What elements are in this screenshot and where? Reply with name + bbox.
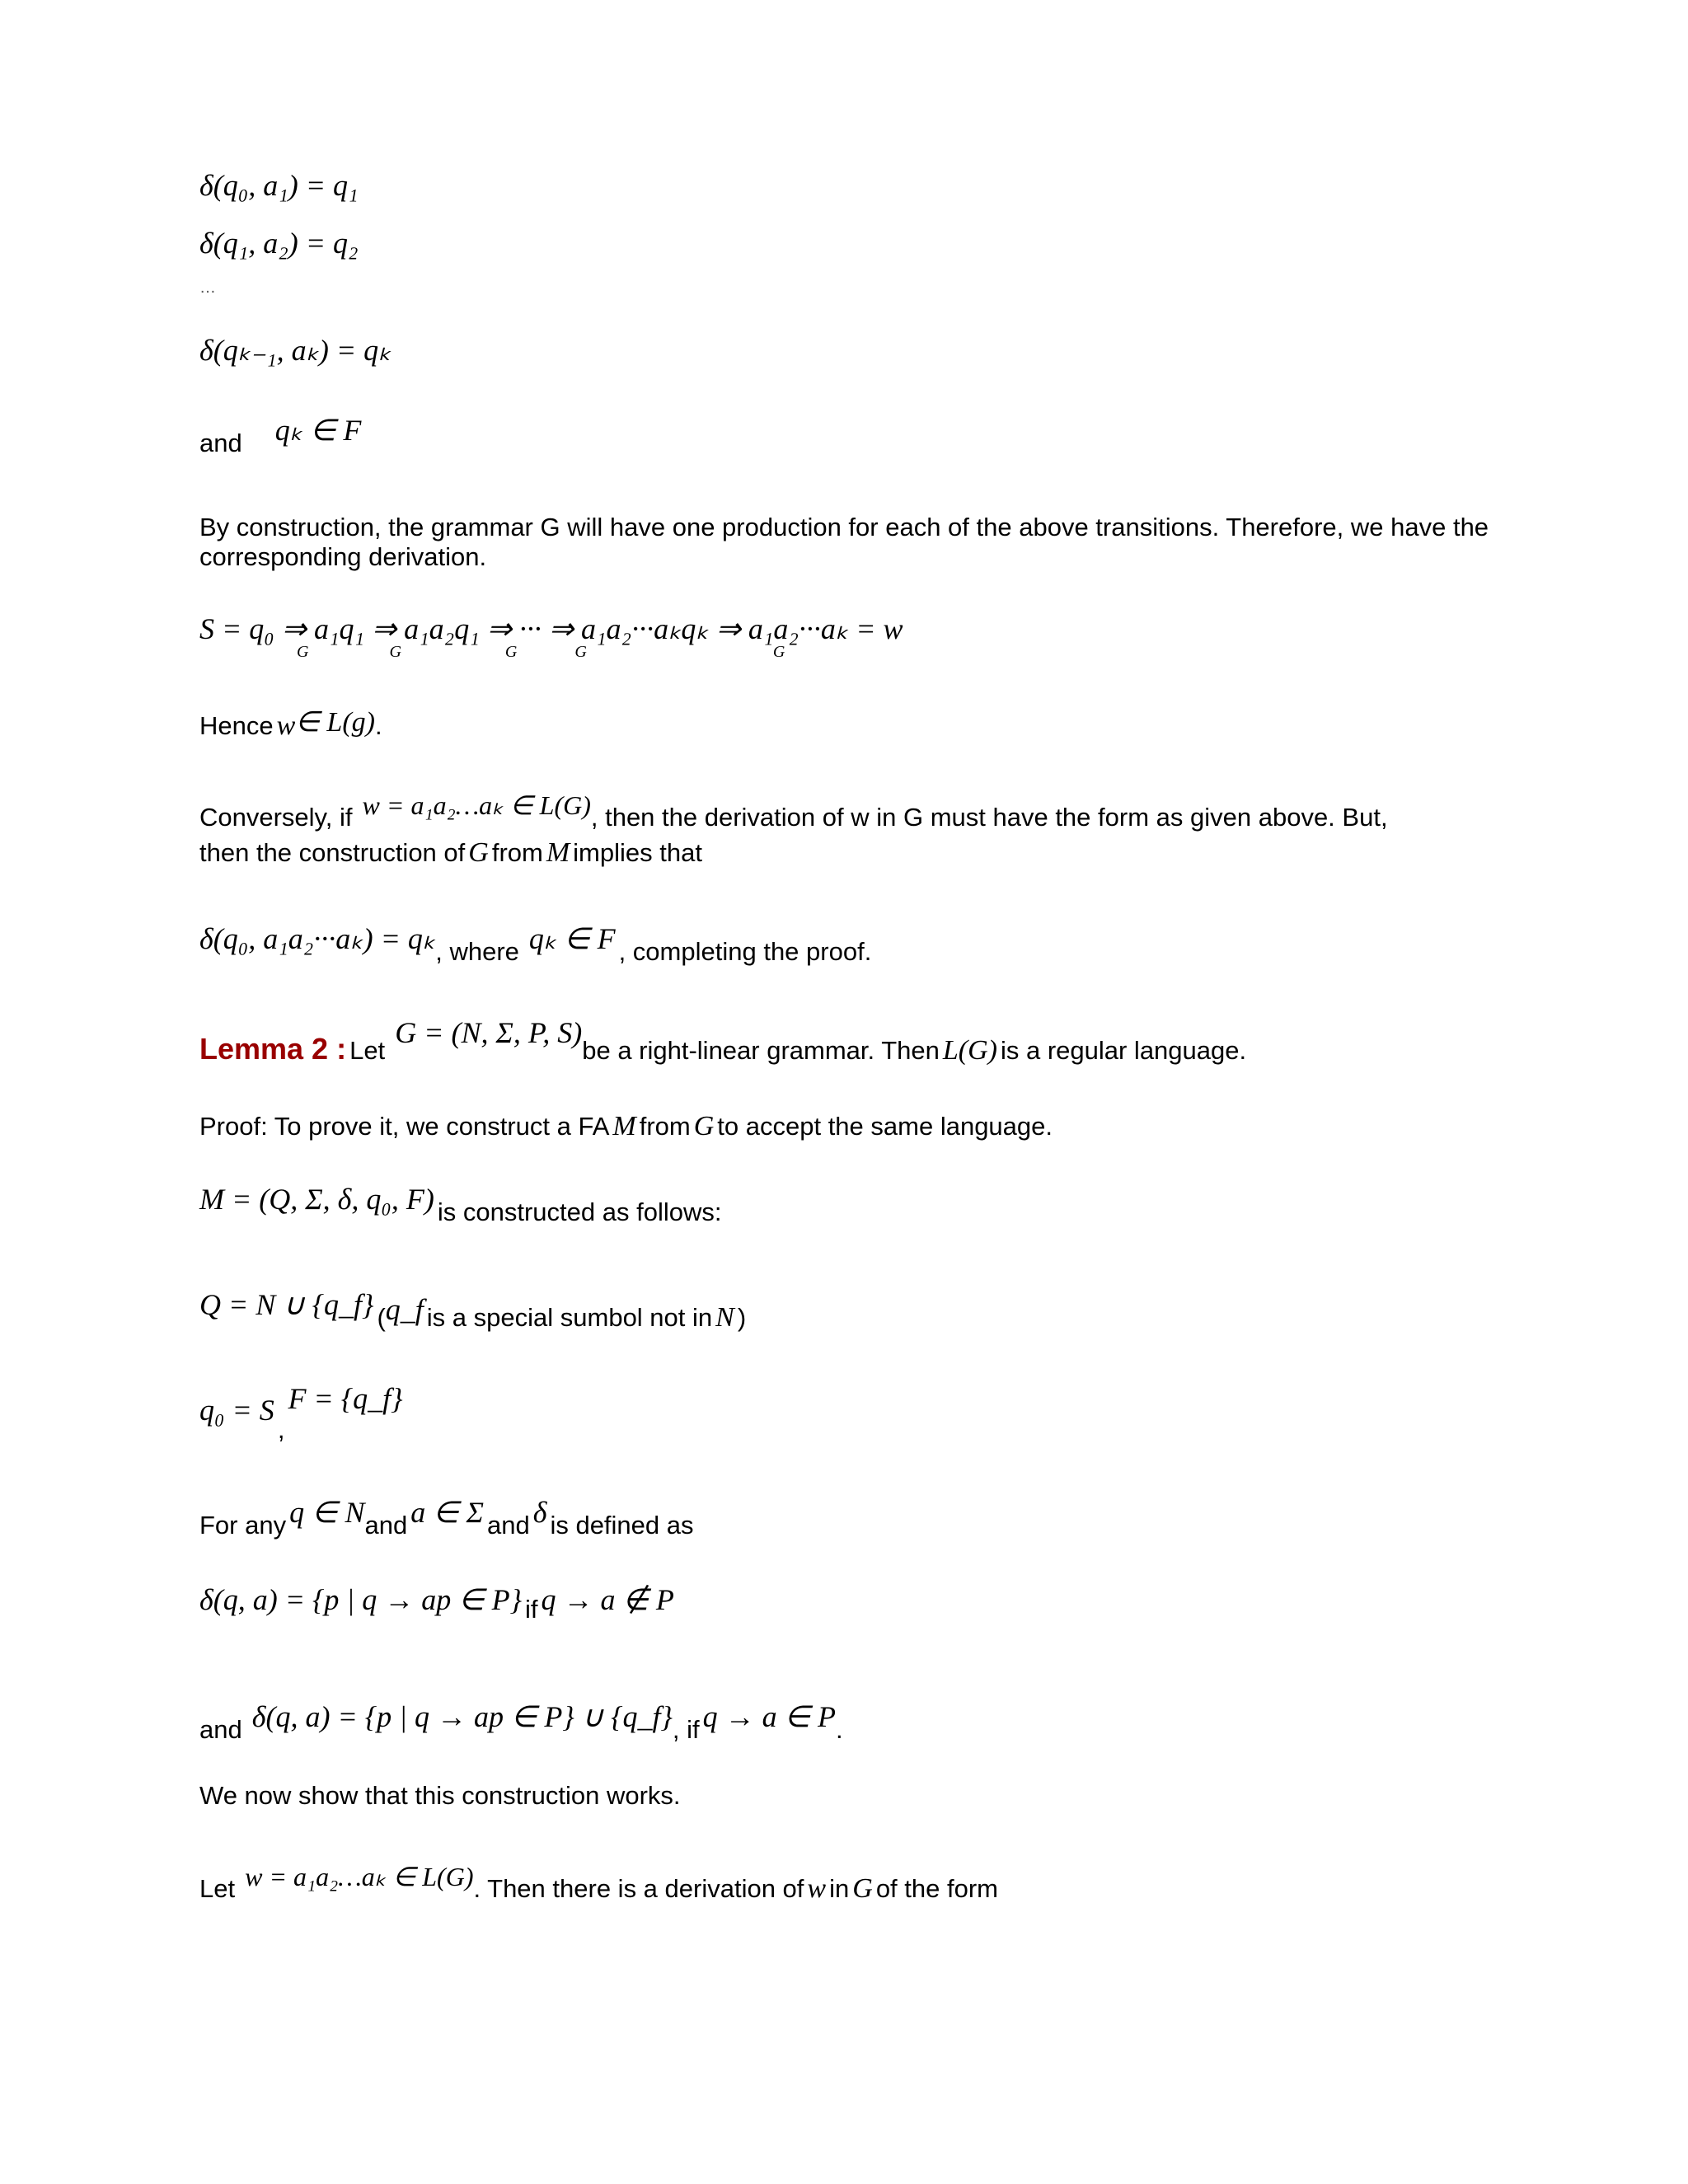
proof-m: M [612, 1111, 636, 1141]
defined-as-text: is defined as [550, 1511, 694, 1540]
sub-g-4: G [574, 643, 587, 661]
cond-in-p: q → a ∈ P [702, 1700, 837, 1733]
a-in-sigma: a ∈ Σ [410, 1496, 484, 1529]
proof-c: to accept the same language. [717, 1112, 1053, 1141]
and-word: and [199, 429, 242, 457]
delta-def-line-2 [199, 1700, 843, 1746]
lemma2-text2: is a regular language. [1000, 1036, 1247, 1065]
q-def-line [199, 1288, 747, 1333]
conversely-rest: , then the derivation of w in G must have the form as given above. But, [590, 803, 1388, 832]
transition-k: δ(qₖ₋₁, aₖ) = qₖ [199, 334, 392, 367]
q-close-paren: ) [737, 1303, 747, 1332]
conversely-line2-c: implies that [573, 838, 702, 867]
conversely-g: G [468, 837, 489, 868]
conversely-line2-a: then the construction of [199, 838, 466, 867]
conversely-line-2 [199, 837, 702, 869]
delta-extended: δ(q₀, a₁a₂···aₖ) = qₖ [199, 922, 436, 955]
q-def-text: is a special sumbol not in [426, 1303, 713, 1332]
q-in-n: q ∈ N [289, 1496, 365, 1529]
hence-word: Hence [199, 711, 274, 740]
delta-def-line-1 [199, 1582, 674, 1624]
proof-g: G [693, 1111, 715, 1141]
transition-2: δ(q₁, a₂) = q₂ [199, 227, 359, 260]
transition-ellipsis: … [199, 279, 216, 297]
delta-result-line [199, 922, 872, 968]
q-def-n: N [715, 1302, 734, 1333]
lemma2-line [199, 1016, 1247, 1066]
for-any-and-1: and [364, 1511, 408, 1540]
for-any-and-2: and [486, 1511, 530, 1540]
completing-text: , completing the proof. [618, 937, 872, 966]
if-text-2: , if [672, 1715, 700, 1744]
sub-g-2: G [389, 643, 401, 661]
sub-g-1: G [297, 643, 309, 661]
for-any-text: For any [199, 1511, 287, 1540]
m-tuple: M = (Q, Σ, δ, q₀, F) [199, 1183, 434, 1216]
let-text-c: of the form [875, 1874, 998, 1903]
m-def-line [199, 1183, 722, 1228]
cond-not-in-p: q → a ∉ P [541, 1583, 674, 1616]
q0-def-line [199, 1382, 403, 1444]
qk-in-f-2: qₖ ∈ F [528, 922, 616, 955]
qk-in-f: qₖ ∈ F [274, 414, 362, 447]
delta-def-2: δ(q, a) = {p | q → ap ∈ P} ∪ {q_f} [251, 1700, 673, 1733]
let-text-a: . Then there is a derivation of [473, 1874, 804, 1903]
lemma2-let: Let [349, 1036, 386, 1065]
conversely-math: w = a₁a₂…aₖ ∈ L(G) [362, 790, 591, 820]
hence-w: w [276, 710, 296, 741]
f-set: F = {q_f} [288, 1382, 403, 1415]
delta-def-1: δ(q, a) = {p | q → ap ∈ P} [199, 1583, 523, 1616]
lemma2-label: Lemma 2 : [199, 1032, 347, 1066]
lemma2-grammar: G = (N, Σ, P, S) [395, 1016, 583, 1049]
q-set: Q = N ∪ {q_f} [199, 1288, 374, 1321]
where-text: , where [435, 937, 519, 966]
q0-equals-s: q₀ = S [199, 1394, 274, 1427]
let-text-b: in [829, 1874, 850, 1903]
derivation-line [199, 612, 903, 646]
q-open-paren: ( [377, 1303, 386, 1332]
hence-in-lg: ∈ L(g) [295, 707, 375, 738]
proof-line [199, 1111, 1053, 1142]
proof-a: Proof: To prove it, we construct a FA [199, 1112, 610, 1141]
qf-symbol: q_f [385, 1293, 424, 1326]
let-w: w [807, 1873, 827, 1904]
sub-g-3: G [504, 643, 518, 661]
let-text: Let [199, 1874, 236, 1903]
derivation-subscripts [297, 643, 785, 662]
for-any-line [199, 1496, 694, 1541]
hence-line [199, 709, 382, 742]
transition-1: δ(q₀, a₁) = q₁ [199, 169, 359, 202]
show-construction-text: We now show that this construction works. [199, 1781, 681, 1810]
lemma2-lg: L(G) [942, 1035, 997, 1066]
let-g: G [852, 1873, 873, 1904]
let-line [199, 1862, 998, 1905]
and-text-2: and [199, 1715, 242, 1744]
hence-period: . [374, 711, 382, 740]
if-text-1: if [525, 1595, 538, 1624]
conversely-m: M [546, 837, 570, 868]
lemma2-text1: be a right-linear grammar. Then [582, 1036, 940, 1065]
delta-def-2-period: . [836, 1715, 843, 1744]
let-w-math: w = a₁a₂…aₖ ∈ L(G) [245, 1862, 474, 1891]
delta-symbol: δ [532, 1496, 547, 1529]
q0-comma: , [277, 1415, 285, 1444]
conversely-text: Conversely, if [199, 803, 353, 832]
proof-b: from [639, 1112, 691, 1141]
m-def-text: is constructed as follows: [437, 1197, 722, 1226]
sub-g-5: G [772, 643, 785, 661]
final-state-line [199, 414, 362, 459]
construction-paragraph: By construction, the grammar G will have one production for each of the above transitions. Therefore, we have the corresponding derivation. [199, 513, 1489, 571]
conversely-line-1 [199, 790, 1388, 833]
derivation-formula: S = q₀ ⇒ a₁q₁ ⇒ a₁a₂q₁ ⇒ ··· ⇒ a₁a₂···aₖqₖ ⇒ a₁a₂···aₖ = w [199, 612, 903, 645]
conversely-line2-b: from [491, 838, 543, 867]
